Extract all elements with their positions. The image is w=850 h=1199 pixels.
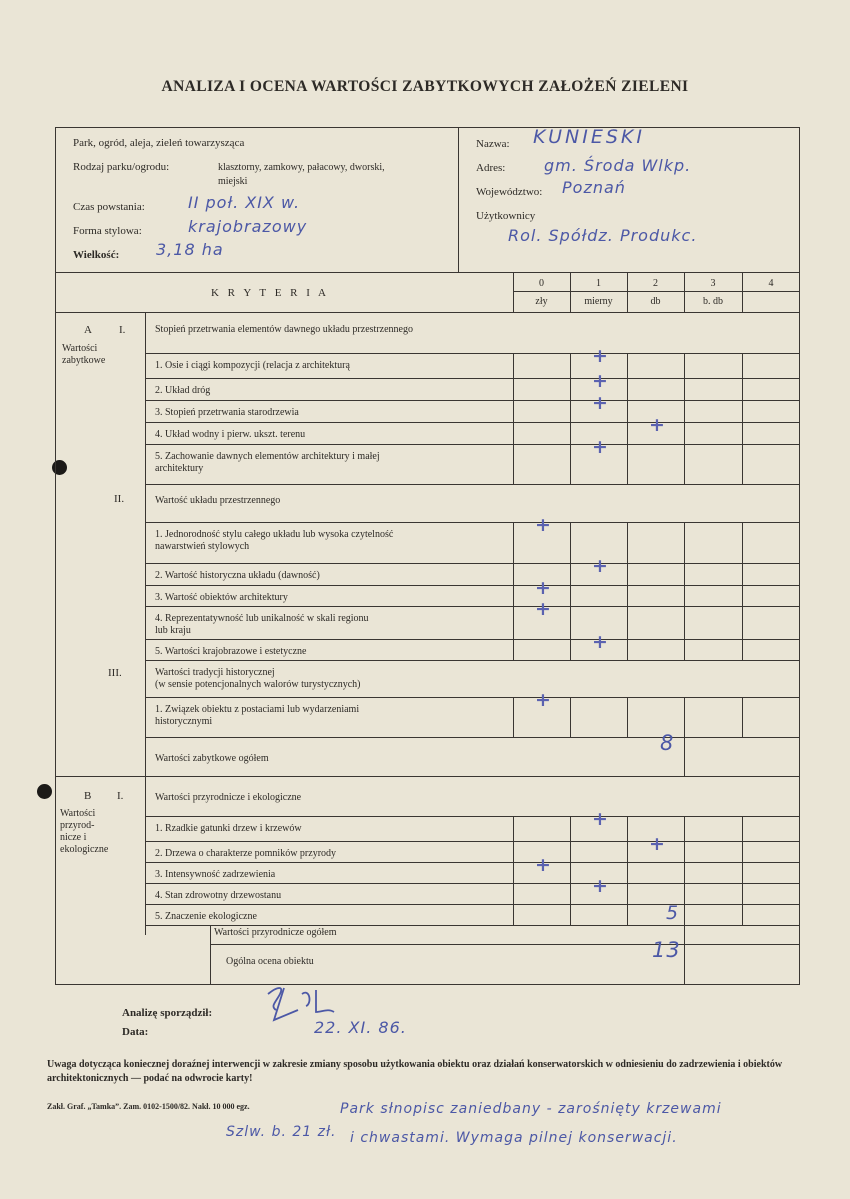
column-line [627, 522, 628, 660]
criterion-label: 3. Stopień przetrwania starodrzewia [155, 407, 299, 418]
criterion-label: nawarstwień stylowych [155, 541, 250, 552]
score-mark: + [535, 598, 551, 620]
column-header-mid-line [513, 291, 800, 292]
column-header-bottom-line [56, 312, 800, 313]
criterion-label: 2. Wartość historyczna układu (dawność) [155, 570, 320, 581]
column-line [570, 522, 571, 660]
criterion-label: 5. Zachowanie dawnych elementów architektury i małej [155, 451, 380, 462]
criterion-label: lub kraju [155, 625, 191, 636]
column-line [627, 697, 628, 737]
criterion-label: 4. Układ wodny i pierw. ukszt. terenu [155, 429, 306, 440]
ogolna-divider [684, 925, 685, 985]
col-2-label: db [650, 296, 661, 307]
score-mark: + [592, 555, 608, 577]
score-mark: + [592, 875, 608, 897]
czas-label: Czas powstania: [73, 201, 145, 213]
row-line [145, 697, 800, 698]
score-mark: + [649, 414, 665, 436]
col-1-label: mierny [584, 296, 613, 307]
criterion-label: 5. Wartości krajobrazowe i estetyczne [155, 646, 307, 657]
score-mark: + [592, 392, 608, 414]
rodzaj-options: klasztorny, zamkowy, pałacowy, dworski, [218, 162, 385, 173]
row-line [145, 639, 800, 640]
column-line [684, 353, 685, 484]
wielkosc-label: Wielkość: [73, 249, 120, 261]
section-b-name: Wartości [60, 808, 96, 819]
row-line [145, 904, 800, 905]
criterion-label: 1. Jednorodność stylu całego układu lub wysoka czytelność [155, 529, 394, 540]
column-line [513, 816, 514, 925]
col-0-num: 0 [539, 278, 544, 289]
data-value: 22. XI. 86. [314, 1018, 407, 1037]
summary-a-value: 8 [660, 731, 675, 755]
nazwa-label: Nazwa: [476, 138, 510, 150]
summary-b-divider [742, 904, 743, 925]
row-line [145, 353, 800, 354]
section-b-group-1-numeral: I. [117, 790, 124, 802]
row-line [145, 737, 800, 738]
wojewodztwo-label: Województwo: [476, 186, 543, 198]
column-line [742, 697, 743, 737]
section-a-group-3-numeral: III. [108, 667, 122, 679]
column-line [627, 353, 628, 484]
adres-value: gm. Środa Wlkp. [544, 156, 692, 175]
park-label: Park, ogród, aleja, zieleń towarzysząca [73, 137, 245, 149]
wojewodztwo-value: Poznań [562, 178, 626, 197]
score-mark: + [535, 577, 551, 599]
form-title: ANALIZA I OCENA WARTOŚCI ZABYTKOWYCH ZAŁOŻEŃ ZIELENI [161, 78, 689, 95]
col-2-num: 2 [653, 278, 658, 289]
group-a1-title: Stopień przetrwania elementów dawnego układu przestrzennego [155, 324, 413, 335]
section-b-name-3: nicze i [60, 832, 87, 843]
criterion-label: 2. Drzewa o charakterze pomników przyrody [155, 848, 337, 859]
criterion-label: architektury [155, 463, 204, 474]
score-mark: + [535, 514, 551, 536]
summary-b-label: Wartości przyrodnicze ogółem [214, 927, 337, 938]
section-a-name: Wartości [62, 343, 98, 354]
criterion-label: 2. Układ dróg [155, 385, 211, 396]
row-line [210, 944, 800, 945]
group-b1-title: Wartości przyrodnicze i ekologiczne [155, 792, 302, 803]
column-line [742, 522, 743, 660]
group-a3-title: Wartości tradycji historycznej [155, 667, 275, 678]
analize-label: Analizę sporządził: [122, 1007, 213, 1019]
forma-label: Forma stylowa: [73, 225, 142, 237]
section-divider-ab [56, 776, 800, 777]
score-mark: + [592, 808, 608, 830]
header-divider [458, 128, 459, 272]
column-line [684, 522, 685, 660]
summary-a-divider [684, 737, 685, 776]
handwritten-code: Szlw. b. 21 zł. [226, 1124, 337, 1140]
uzytkownicy-label: Użytkownicy [476, 210, 536, 222]
col-4-num: 4 [768, 278, 774, 289]
criterion-label: 1. Związek obiektu z postaciami lub wydarzeniami [155, 704, 360, 715]
column-line [513, 522, 514, 660]
uzytkownicy-value: Rol. Spółdz. Produkc. [508, 226, 698, 245]
criterion-label: 1. Rzadkie gatunki drzew i krzewów [155, 823, 302, 834]
row-line [145, 400, 800, 401]
criterion-label: 4. Stan zdrowotny drzewostanu [155, 890, 282, 901]
row-line [145, 422, 800, 423]
summary-a-label: Wartości zabytkowe ogółem [155, 753, 269, 764]
summary-b-value: 5 [666, 902, 680, 924]
row-line [145, 883, 800, 884]
ogolna-label: Ogólna ocena obiektu [226, 956, 314, 967]
criterion-label: 4. Reprezentatywność lub unikalność w skali regionu [155, 613, 369, 624]
section-a-group-1-numeral: I. [119, 324, 126, 336]
adres-label: Adres: [476, 162, 506, 174]
col-3-label: b. db [703, 296, 723, 307]
column-line [570, 697, 571, 737]
criterion-label: 1. Osie i ciągi kompozycji (relacja z architekturą [155, 360, 350, 371]
czas-value: II poł. XIX w. [188, 193, 301, 212]
section-a-group-2-numeral: II. [114, 493, 125, 505]
warning-text: Uwaga dotycząca koniecznej doraźnej interwencji w zakresie zmiany sposobu użytkowania obiektu oraz działań konserwatorskich w odniesieniu do zadrzewienia i obiektów architektonicznych — podać na odwrocie karty! [47, 1059, 783, 1084]
section-b-name-2: przyrod- [60, 820, 95, 831]
kryteria-label: K R Y T E R I A [210, 287, 330, 299]
header-bottom-line [56, 272, 800, 273]
score-mark: + [592, 436, 608, 458]
row-line [145, 660, 800, 661]
data-label: Data: [122, 1026, 149, 1038]
score-mark: + [592, 345, 608, 367]
nazwa-value: KUNIESKI [533, 126, 645, 148]
score-mark: + [649, 833, 665, 855]
punch-hole-bottom [37, 784, 52, 799]
row-line [145, 484, 800, 485]
score-mark: + [535, 854, 551, 876]
criterion-label: historycznymi [155, 716, 213, 727]
col-1-num: 1 [596, 278, 601, 289]
group-a2-title: Wartość układu przestrzennego [155, 495, 281, 506]
score-mark: + [592, 370, 608, 392]
printer-info: Zakł. Graf. „Tamka”. Zam. 0102-1500/82. Nakł. 10 000 egz. [47, 1102, 250, 1111]
forma-value: krajobrazowy [188, 217, 308, 236]
section-b-name-4: ekologiczne [60, 844, 109, 855]
row-line [145, 444, 800, 445]
column-line [513, 353, 514, 484]
row-line [145, 816, 800, 817]
row-line [145, 841, 800, 842]
ogolna-left-edge [210, 925, 211, 985]
criterion-label: 5. Znaczenie ekologiczne [155, 911, 257, 922]
column-line [627, 816, 628, 925]
criterion-label: 3. Intensywność zadrzewienia [155, 869, 276, 880]
handwritten-note-2: i chwastami. Wymaga pilnej konserwacji. [350, 1130, 678, 1146]
row-line [145, 378, 800, 379]
score-mark: + [535, 689, 551, 711]
rodzaj-label: Rodzaj parku/ogrodu: [73, 161, 170, 173]
column-line [513, 697, 514, 737]
column-line [742, 353, 743, 484]
row-line [145, 585, 800, 586]
ogolna-value: 13 [652, 938, 681, 962]
group-a3-title-2: (w sensie potencjonalnych walorów turystycznych) [155, 679, 361, 690]
col-3-num: 3 [710, 278, 716, 289]
rodzaj-options-2: miejski [218, 176, 248, 187]
column-line [684, 697, 685, 737]
row-line [145, 862, 800, 863]
section-a-letter: A [84, 324, 92, 336]
row-line [145, 522, 800, 523]
criterion-label: 3. Wartość obiektów architektury [155, 592, 288, 603]
score-mark: + [592, 631, 608, 653]
wielkosc-value: 3,18 ha [156, 240, 224, 259]
col-0-label: zły [535, 296, 548, 307]
row-line [145, 925, 800, 926]
column-line [570, 816, 571, 925]
row-line [145, 606, 800, 607]
section-a-name-2: zabytkowe [62, 355, 106, 366]
section-b-letter: B [84, 790, 92, 802]
row-line [145, 563, 800, 564]
column-line [684, 816, 685, 925]
handwritten-note: Park słnopisc zaniedbany - zarośnięty krzewami [340, 1101, 722, 1117]
column-line [570, 353, 571, 484]
